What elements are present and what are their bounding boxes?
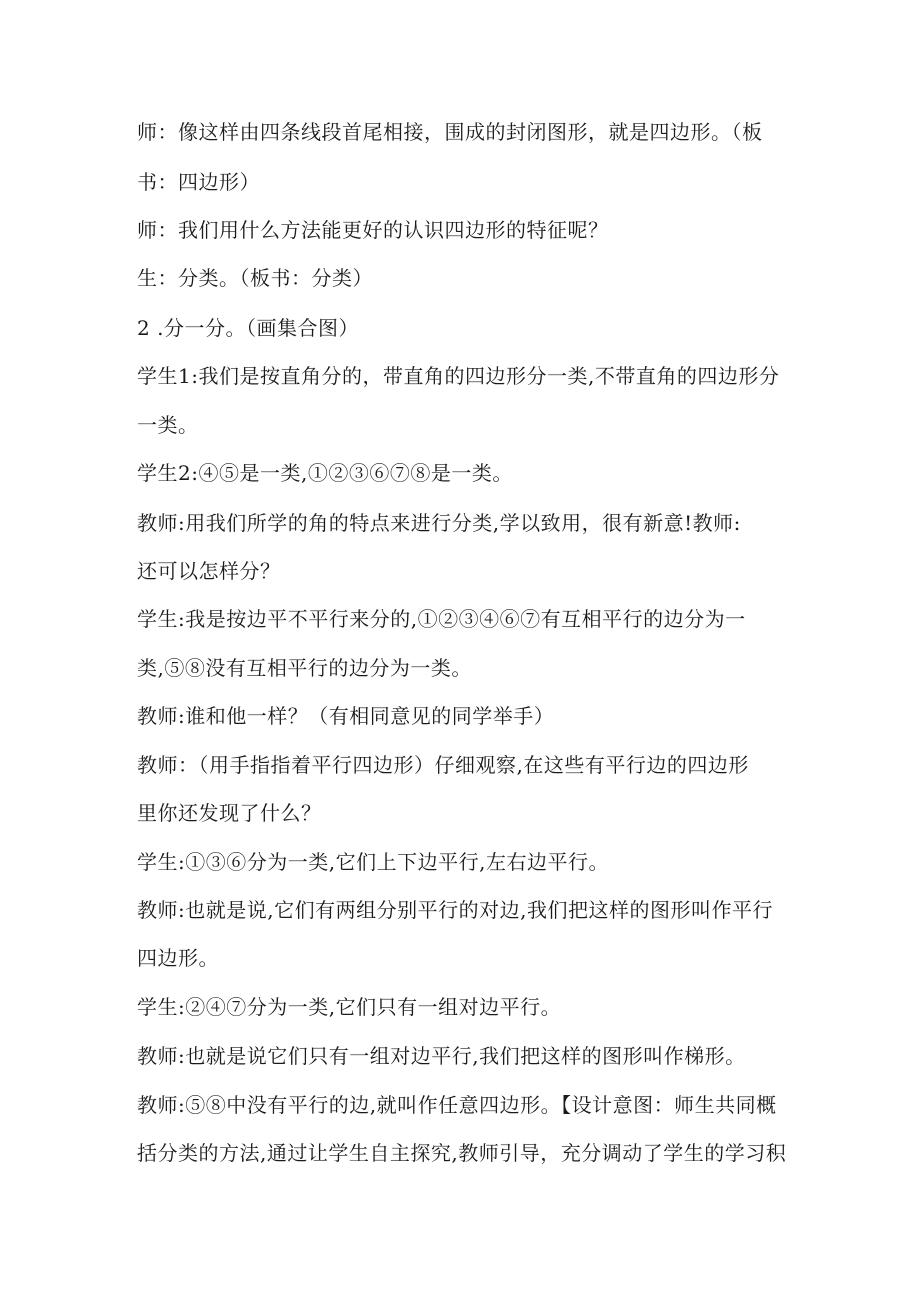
text-line: 师：我们用什么方法能更好的认识四边形的特征呢？ <box>137 218 609 242</box>
text-line: 教师:也就是说它们只有一组对边平行,我们把这样的图形叫作梯形。 <box>137 1044 746 1068</box>
text-line: 学生2:④⑤是一类,①②③⑥⑦⑧是一类。 <box>137 461 513 485</box>
text-line: 教师:也就是说,它们有两组分别平行的对边,我们把这样的图形叫作平行 <box>137 898 773 922</box>
text-line: 书：四边形） <box>137 170 260 194</box>
text-line: 教师：（用手指指着平行四边形）仔细观察,在这些有平行边的四边形 <box>137 753 749 777</box>
text-line: 四边形。 <box>137 946 219 970</box>
text-line: 师：像这样由四条线段首尾相接，围成的封闭图形，就是四边形。（板 <box>137 120 763 144</box>
text-line: 一类。 <box>137 413 199 437</box>
text-line: 还可以怎样分？ <box>137 559 281 583</box>
text-line: 里你还发现了什么？ <box>137 801 322 825</box>
text-line: 括分类的方法,通过让学生自主探究,教师引导，充分调动了学生的学习积 <box>137 1141 787 1165</box>
text-line: 2 .分一分。（画集合图） <box>137 316 359 340</box>
text-line: 教师:⑤⑧中没有平行的边,就叫作任意四边形。【设计意图：师生共同概 <box>137 1093 777 1117</box>
text-line: 类,⑤⑧没有互相平行的边分为一类。 <box>137 656 472 680</box>
text-line: 生：分类。（板书：分类） <box>137 266 373 290</box>
text-line: 教师:谁和他一样？（有相同意见的同学举手） <box>137 704 555 728</box>
text-line: 学生:②④⑦分为一类,它们只有一组对边平行。 <box>137 995 562 1019</box>
text-line: 教师:用我们所学的角的特点来进行分类,学以致用，很有新意!教师: <box>137 511 741 535</box>
text-line: 学生:我是按边平不平行来分的,①②③④⑥⑦有互相平行的边分为一 <box>137 607 746 631</box>
text-line: 学生:①③⑥分为一类,它们上下边平行,左右边平行。 <box>137 850 609 874</box>
text-line: 学生1:我们是按直角分的，带直角的四边形分一类,不带直角的四边形分 <box>137 364 780 388</box>
